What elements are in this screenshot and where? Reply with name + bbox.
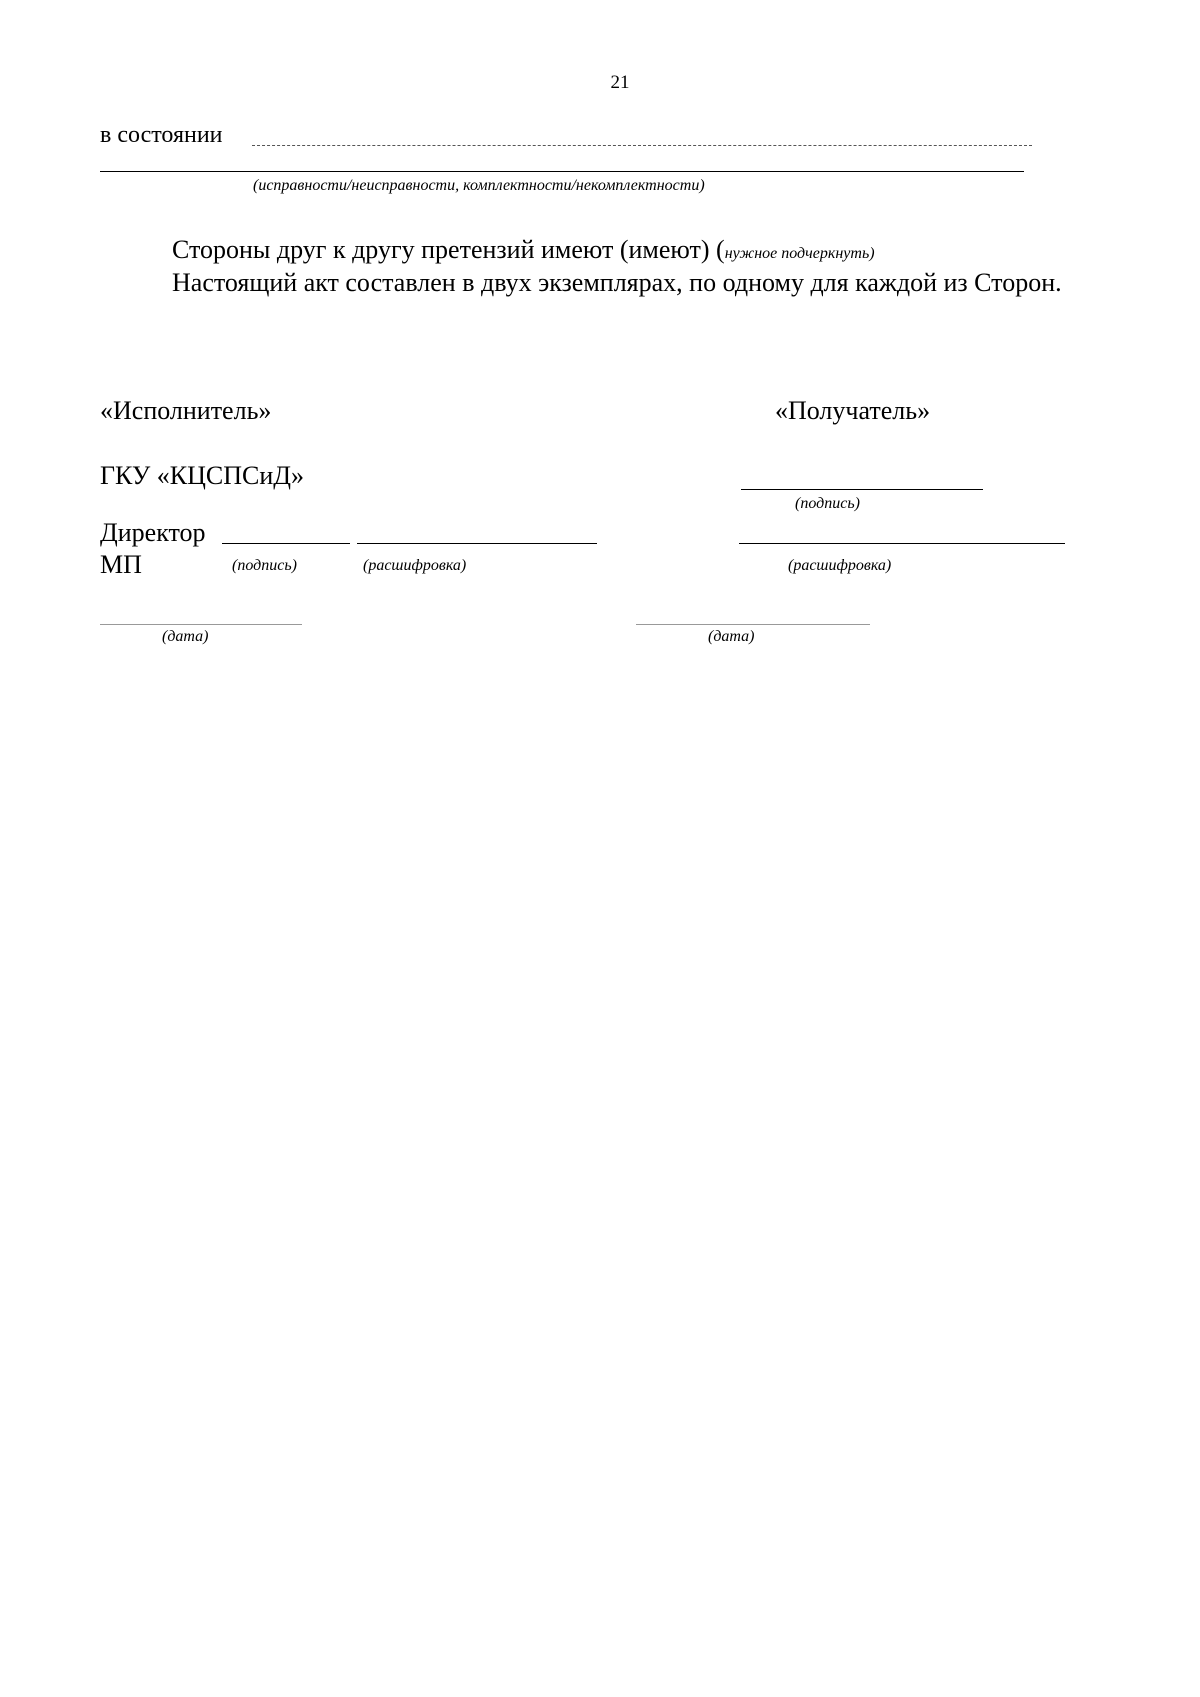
director-decoding-caption: (расшифровка): [363, 557, 467, 574]
recipient-date-line: [636, 624, 870, 625]
executor-org: ГКУ «КЦСПСиД»: [100, 461, 304, 490]
page-number: 21: [610, 72, 630, 93]
stamp-label: МП: [100, 550, 142, 579]
recipient-title: «Получатель»: [775, 396, 931, 425]
director-label: Директор: [100, 518, 206, 547]
condition-caption: (исправности/неисправности, комплектности/некомплектности): [253, 177, 705, 194]
condition-field-line: [252, 145, 1032, 146]
recipient-signature-line: [741, 489, 983, 490]
condition-label: в состоянии: [100, 122, 223, 148]
director-decoding-line: [357, 543, 597, 544]
recipient-signature-caption: (подпись): [795, 495, 860, 512]
director-signature-line: [222, 543, 350, 544]
executor-date-caption: (дата): [162, 628, 209, 645]
claims-text: Стороны друг к другу претензий имеют (имеют) (: [172, 235, 725, 264]
condition-field-line-2: [100, 171, 1024, 172]
director-signature-caption: (подпись): [232, 557, 297, 574]
recipient-decoding-line: [739, 543, 1065, 544]
executor-date-line: [100, 624, 302, 625]
copies-paragraph: Настоящий акт составлен в двух экземплярах, по одному для каждой из Сторон.: [172, 268, 1062, 297]
recipient-decoding-caption: (расшифровка): [788, 557, 892, 574]
executor-title: «Исполнитель»: [100, 396, 272, 425]
recipient-date-caption: (дата): [708, 628, 755, 645]
claims-note: нужное подчеркнуть): [724, 245, 875, 262]
claims-paragraph: [100, 233, 1128, 270]
